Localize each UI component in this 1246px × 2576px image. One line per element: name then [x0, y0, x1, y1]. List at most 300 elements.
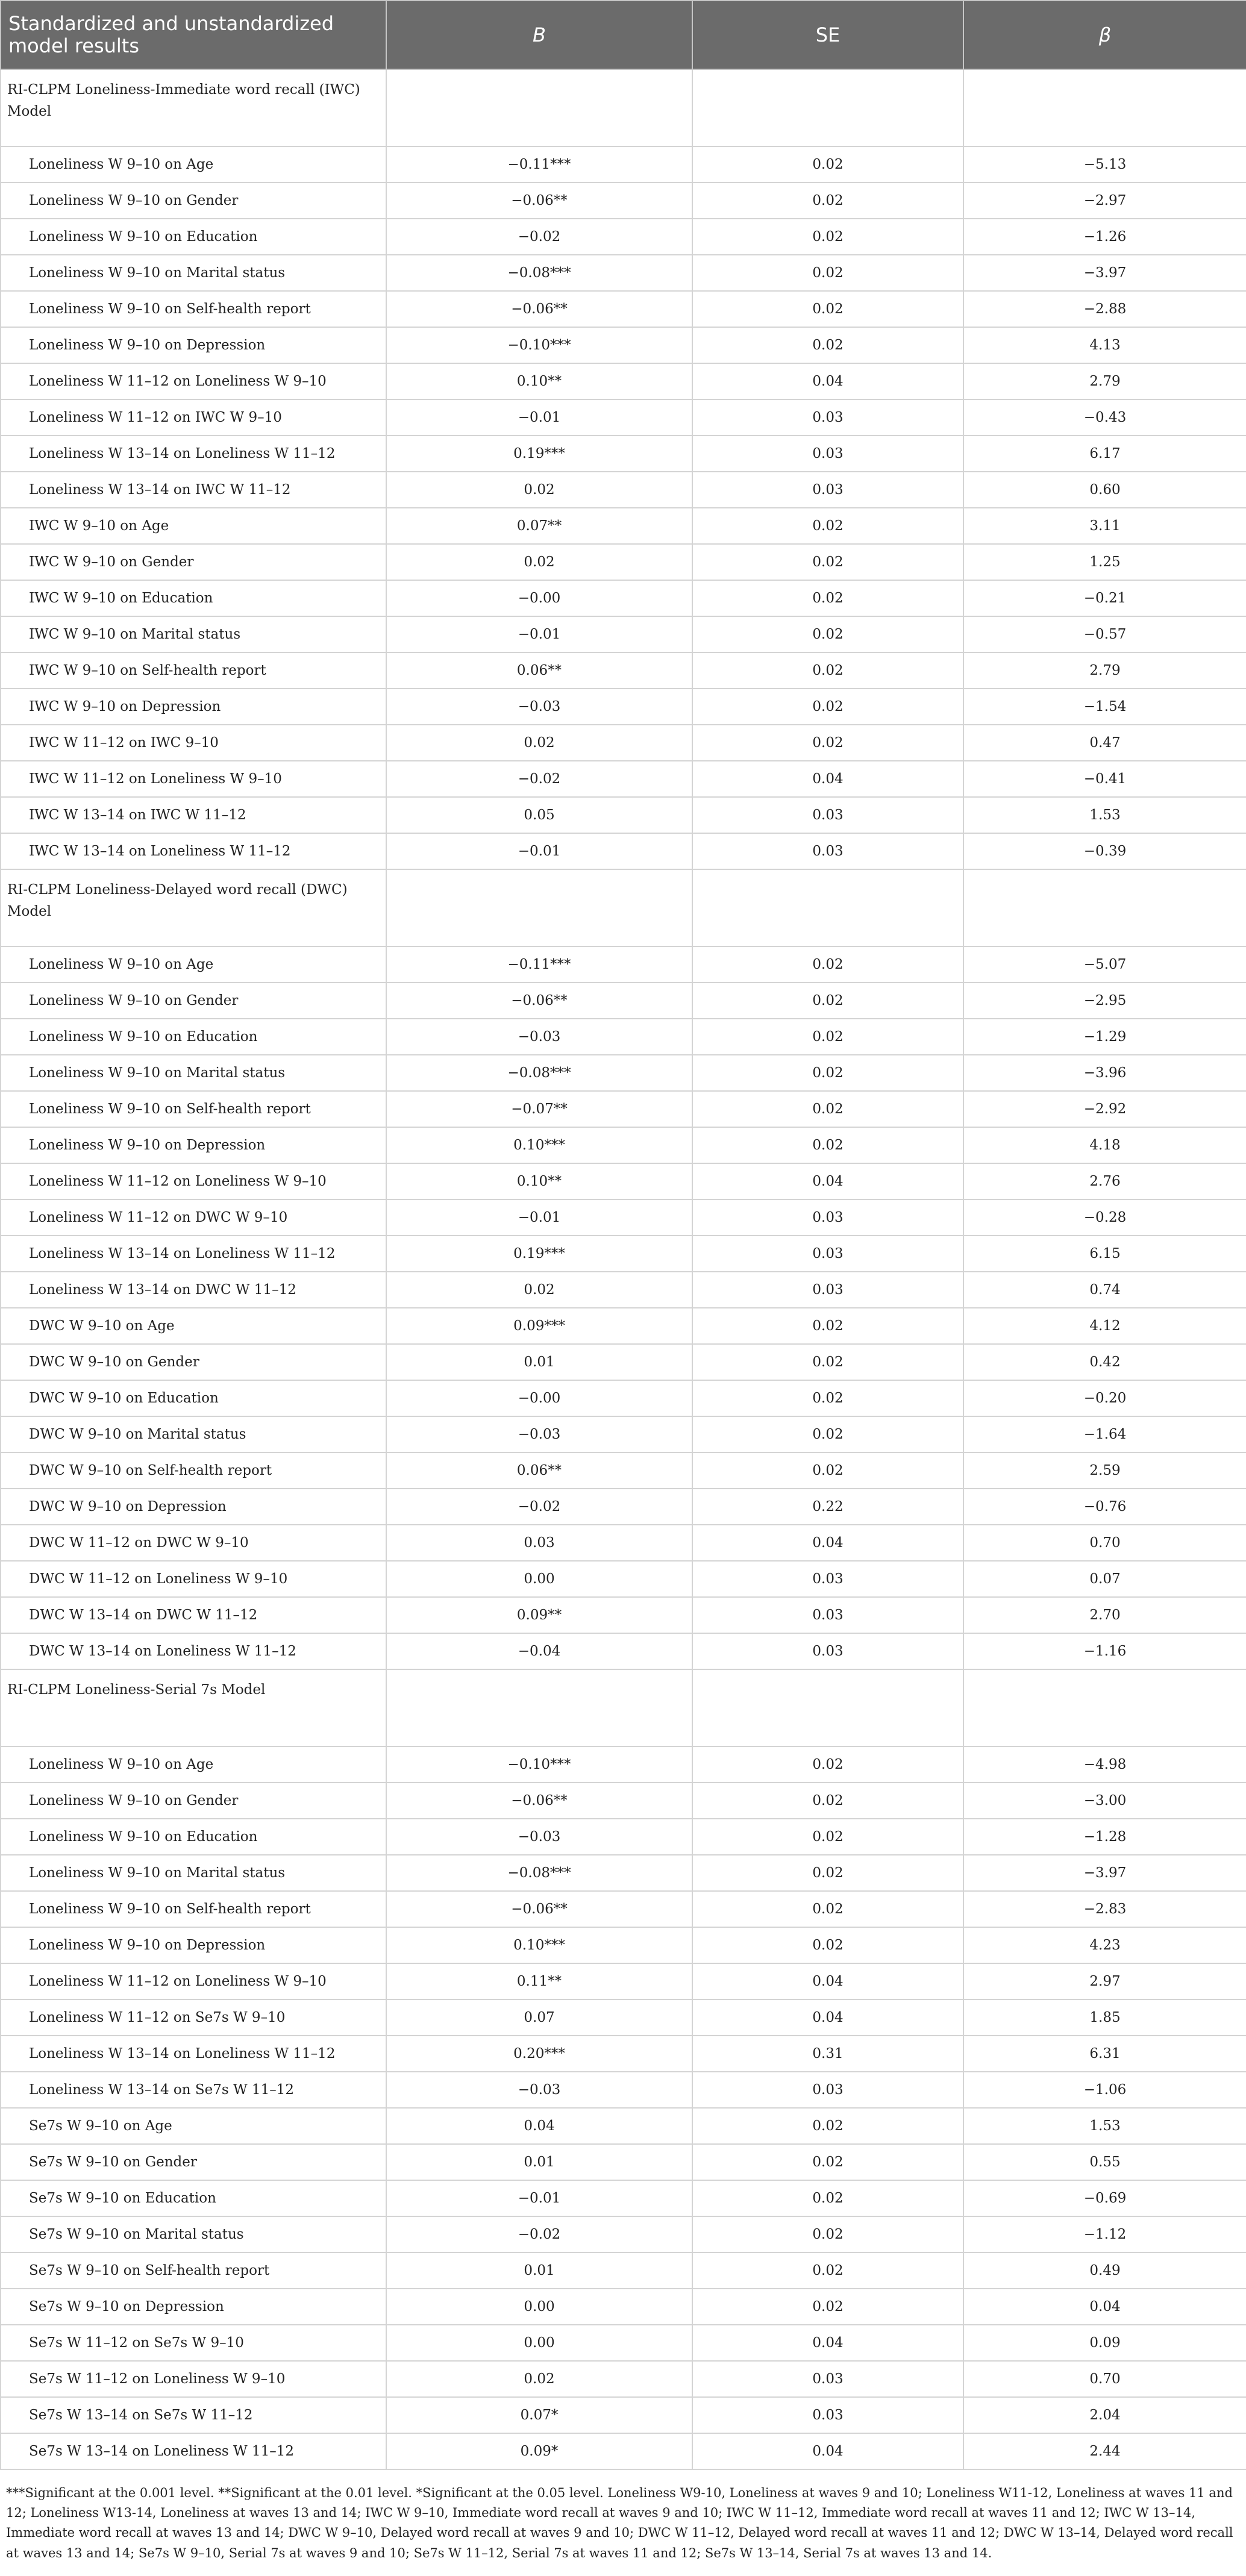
section-header-row	[1, 1669, 1246, 1746]
se-value: 0.02	[692, 508, 963, 544]
table-row	[1, 2325, 1246, 2361]
se-value: 0.02	[692, 1127, 963, 1163]
section-title: RI-CLPM Loneliness-Delayed word recall (DWC) Model	[1, 869, 386, 946]
table-row	[1, 1163, 1246, 1199]
row-label: Loneliness W 9–10 on Self-health report	[1, 1891, 386, 1927]
row-label: Loneliness W 13–14 on DWC W 11–12	[1, 1272, 386, 1308]
se-value: 0.02	[692, 1927, 963, 1963]
se-value: 0.02	[692, 1019, 963, 1055]
row-label: Loneliness W 11–12 on Loneliness W 9–10	[1, 1163, 386, 1199]
row-label: Loneliness W 9–10 on Age	[1, 146, 386, 183]
table-row	[1, 399, 1246, 436]
b-value: −0.01	[386, 616, 692, 652]
se-value: 0.02	[692, 2144, 963, 2180]
b-value: −0.11***	[386, 946, 692, 983]
b-value: −0.03	[386, 2072, 692, 2108]
beta-value: −0.39	[963, 833, 1246, 869]
beta-value: 2.79	[963, 363, 1246, 399]
table-row	[1, 1489, 1246, 1525]
beta-value: −1.16	[963, 1633, 1246, 1669]
beta-value: −2.88	[963, 291, 1246, 327]
row-label: DWC W 9–10 on Marital status	[1, 1416, 386, 1452]
row-label: IWC W 9–10 on Marital status	[1, 616, 386, 652]
empty-cell	[386, 69, 692, 146]
b-value: 0.00	[386, 2325, 692, 2361]
table-row	[1, 1236, 1246, 1272]
se-value: 0.03	[692, 1199, 963, 1236]
b-value: 0.02	[386, 2361, 692, 2397]
se-value: 0.04	[692, 1963, 963, 1999]
row-label: Se7s W 9–10 on Marital status	[1, 2216, 386, 2252]
beta-value: −4.98	[963, 1746, 1246, 1783]
row-label: Se7s W 9–10 on Self-health report	[1, 2252, 386, 2289]
row-label: Loneliness W 9–10 on Depression	[1, 327, 386, 363]
row-label: IWC W 11–12 on Loneliness W 9–10	[1, 761, 386, 797]
b-value: 0.00	[386, 2289, 692, 2325]
row-label: DWC W 9–10 on Age	[1, 1308, 386, 1344]
beta-value: −5.13	[963, 146, 1246, 183]
row-label: Loneliness W 9–10 on Gender	[1, 183, 386, 219]
row-label: Loneliness W 9–10 on Marital status	[1, 255, 386, 291]
beta-value: −0.21	[963, 580, 1246, 616]
row-label: DWC W 11–12 on Loneliness W 9–10	[1, 1561, 386, 1597]
b-value: 0.06**	[386, 1452, 692, 1489]
table-header	[1, 1, 1246, 69]
beta-value: 0.04	[963, 2289, 1246, 2325]
b-value: −0.01	[386, 399, 692, 436]
row-label: DWC W 9–10 on Self-health report	[1, 1452, 386, 1489]
row-label: Loneliness W 9–10 on Self-health report	[1, 291, 386, 327]
header-b: B	[386, 1, 692, 69]
se-value: 0.02	[692, 1344, 963, 1380]
se-value: 0.02	[692, 616, 963, 652]
b-value: −0.11***	[386, 146, 692, 183]
se-value: 0.02	[692, 689, 963, 725]
table-row	[1, 1783, 1246, 1819]
b-value: −0.06**	[386, 983, 692, 1019]
beta-value: −0.28	[963, 1199, 1246, 1236]
b-value: 0.19***	[386, 1236, 692, 1272]
table-row	[1, 580, 1246, 616]
b-value: −0.03	[386, 1019, 692, 1055]
row-label: Loneliness W 9–10 on Gender	[1, 1783, 386, 1819]
beta-value: −3.96	[963, 1055, 1246, 1091]
table-row	[1, 1272, 1246, 1308]
table-row	[1, 761, 1246, 797]
b-value: 0.10***	[386, 1927, 692, 1963]
row-label: IWC W 9–10 on Depression	[1, 689, 386, 725]
row-label: Se7s W 9–10 on Age	[1, 2108, 386, 2144]
se-value: 0.02	[692, 1091, 963, 1127]
beta-value: −1.64	[963, 1416, 1246, 1452]
beta-value: 1.25	[963, 544, 1246, 580]
row-label: Loneliness W 9–10 on Education	[1, 1819, 386, 1855]
row-label: Loneliness W 13–14 on IWC W 11–12	[1, 472, 386, 508]
beta-value: 6.17	[963, 436, 1246, 472]
table-row	[1, 2216, 1246, 2252]
beta-value: −0.69	[963, 2180, 1246, 2216]
se-value: 0.03	[692, 472, 963, 508]
empty-cell	[386, 869, 692, 946]
se-value: 0.02	[692, 580, 963, 616]
b-value: 0.11**	[386, 1963, 692, 1999]
beta-value: −0.20	[963, 1380, 1246, 1416]
row-label: Loneliness W 13–14 on Loneliness W 11–12	[1, 1236, 386, 1272]
table-row	[1, 1746, 1246, 1783]
empty-cell	[963, 69, 1246, 146]
b-value: 0.01	[386, 2144, 692, 2180]
se-value: 0.02	[692, 291, 963, 327]
table-body	[1, 69, 1246, 2469]
beta-value: −0.43	[963, 399, 1246, 436]
table-row	[1, 2252, 1246, 2289]
table-row	[1, 2144, 1246, 2180]
b-value: −0.06**	[386, 183, 692, 219]
se-value: 0.02	[692, 1783, 963, 1819]
row-label: Se7s W 9–10 on Education	[1, 2180, 386, 2216]
se-value: 0.02	[692, 146, 963, 183]
b-value: −0.02	[386, 1489, 692, 1525]
b-value: 0.02	[386, 472, 692, 508]
beta-value: −2.92	[963, 1091, 1246, 1127]
se-value: 0.02	[692, 183, 963, 219]
table-row	[1, 797, 1246, 833]
beta-value: 2.79	[963, 652, 1246, 689]
se-value: 0.03	[692, 1597, 963, 1633]
row-label: Loneliness W 9–10 on Self-health report	[1, 1091, 386, 1127]
header-row	[1, 1, 1246, 69]
se-value: 0.02	[692, 1746, 963, 1783]
row-label: Loneliness W 13–14 on Loneliness W 11–12	[1, 2036, 386, 2072]
beta-value: 2.04	[963, 2397, 1246, 2433]
se-value: 0.04	[692, 2325, 963, 2361]
table-row	[1, 1633, 1246, 1669]
row-label: DWC W 9–10 on Depression	[1, 1489, 386, 1525]
empty-cell	[963, 869, 1246, 946]
table-row	[1, 255, 1246, 291]
table-row	[1, 2108, 1246, 2144]
row-label: IWC W 9–10 on Gender	[1, 544, 386, 580]
table-row	[1, 327, 1246, 363]
b-value: −0.00	[386, 1380, 692, 1416]
row-label: DWC W 13–14 on Loneliness W 11–12	[1, 1633, 386, 1669]
se-value: 0.03	[692, 2397, 963, 2433]
beta-value: 0.70	[963, 2361, 1246, 2397]
se-value: 0.03	[692, 2072, 963, 2108]
beta-value: −0.76	[963, 1489, 1246, 1525]
beta-value: −5.07	[963, 946, 1246, 983]
table-row	[1, 689, 1246, 725]
beta-value: 0.70	[963, 1525, 1246, 1561]
beta-value: 2.97	[963, 1963, 1246, 1999]
se-value: 0.03	[692, 797, 963, 833]
b-value: 0.00	[386, 1561, 692, 1597]
se-value: 0.02	[692, 1416, 963, 1452]
se-value: 0.02	[692, 946, 963, 983]
se-value: 0.31	[692, 2036, 963, 2072]
b-value: −0.02	[386, 2216, 692, 2252]
se-value: 0.02	[692, 1380, 963, 1416]
beta-value: 0.47	[963, 725, 1246, 761]
row-label: Loneliness W 13–14 on Loneliness W 11–12	[1, 436, 386, 472]
b-value: −0.06**	[386, 291, 692, 327]
row-label: DWC W 11–12 on DWC W 9–10	[1, 1525, 386, 1561]
header-model-results: Standardized and unstandardized model results	[1, 1, 386, 69]
table-row	[1, 544, 1246, 580]
table-row	[1, 1597, 1246, 1633]
beta-value: 2.59	[963, 1452, 1246, 1489]
b-value: −0.08***	[386, 1055, 692, 1091]
b-value: −0.04	[386, 1633, 692, 1669]
b-value: −0.06**	[386, 1783, 692, 1819]
se-value: 0.03	[692, 1561, 963, 1597]
table-row	[1, 2072, 1246, 2108]
row-label: IWC W 13–14 on IWC W 11–12	[1, 797, 386, 833]
table-row	[1, 1561, 1246, 1597]
table-row	[1, 436, 1246, 472]
b-value: −0.02	[386, 219, 692, 255]
row-label: IWC W 13–14 on Loneliness W 11–12	[1, 833, 386, 869]
beta-value: 0.42	[963, 1344, 1246, 1380]
table-row	[1, 1380, 1246, 1416]
b-value: 0.10**	[386, 363, 692, 399]
row-label: IWC W 9–10 on Education	[1, 580, 386, 616]
table-row	[1, 1927, 1246, 1963]
b-value: 0.05	[386, 797, 692, 833]
row-label: Loneliness W 9–10 on Education	[1, 219, 386, 255]
se-value: 0.02	[692, 1055, 963, 1091]
se-value: 0.03	[692, 399, 963, 436]
table-row	[1, 1891, 1246, 1927]
se-value: 0.02	[692, 652, 963, 689]
beta-value: −1.29	[963, 1019, 1246, 1055]
table-row	[1, 2180, 1246, 2216]
b-value: 0.06**	[386, 652, 692, 689]
beta-value: 0.49	[963, 2252, 1246, 2289]
b-value: 0.02	[386, 544, 692, 580]
b-value: −0.01	[386, 833, 692, 869]
row-label: DWC W 9–10 on Education	[1, 1380, 386, 1416]
row-label: DWC W 13–14 on DWC W 11–12	[1, 1597, 386, 1633]
empty-cell	[692, 69, 963, 146]
row-label: Se7s W 11–12 on Se7s W 9–10	[1, 2325, 386, 2361]
table-row	[1, 1819, 1246, 1855]
beta-value: −1.06	[963, 2072, 1246, 2108]
row-label: Se7s W 9–10 on Gender	[1, 2144, 386, 2180]
se-value: 0.04	[692, 1525, 963, 1561]
se-value: 0.02	[692, 983, 963, 1019]
beta-value: 0.55	[963, 2144, 1246, 2180]
se-value: 0.02	[692, 327, 963, 363]
se-value: 0.02	[692, 255, 963, 291]
row-label: Loneliness W 9–10 on Age	[1, 946, 386, 983]
beta-value: −3.00	[963, 1783, 1246, 1819]
beta-value: −0.41	[963, 761, 1246, 797]
beta-value: 2.76	[963, 1163, 1246, 1199]
table-row	[1, 2361, 1246, 2397]
row-label: Loneliness W 11–12 on Loneliness W 9–10	[1, 1963, 386, 1999]
row-label: Se7s W 9–10 on Depression	[1, 2289, 386, 2325]
beta-value: 4.18	[963, 1127, 1246, 1163]
empty-cell	[692, 1669, 963, 1746]
empty-cell	[963, 1669, 1246, 1746]
b-value: 0.03	[386, 1525, 692, 1561]
table-row	[1, 2036, 1246, 2072]
beta-value: 0.74	[963, 1272, 1246, 1308]
row-label: Loneliness W 11–12 on DWC W 9–10	[1, 1199, 386, 1236]
se-value: 0.04	[692, 1163, 963, 1199]
row-label: IWC W 9–10 on Self-health report	[1, 652, 386, 689]
b-value: −0.08***	[386, 255, 692, 291]
header-se: SE	[692, 1, 963, 69]
table-row	[1, 1127, 1246, 1163]
b-value: −0.00	[386, 580, 692, 616]
header-beta: β	[963, 1, 1246, 69]
table-row	[1, 2433, 1246, 2469]
table-row	[1, 616, 1246, 652]
table-row	[1, 472, 1246, 508]
beta-value: 4.13	[963, 327, 1246, 363]
beta-value: 2.70	[963, 1597, 1246, 1633]
b-value: −0.07**	[386, 1091, 692, 1127]
table-row	[1, 2397, 1246, 2433]
table-row	[1, 1416, 1246, 1452]
row-label: Loneliness W 11–12 on IWC W 9–10	[1, 399, 386, 436]
b-value: 0.07**	[386, 508, 692, 544]
se-value: 0.02	[692, 1855, 963, 1891]
beta-value: 1.53	[963, 797, 1246, 833]
table-row	[1, 833, 1246, 869]
empty-cell	[692, 869, 963, 946]
row-label: Loneliness W 9–10 on Depression	[1, 1927, 386, 1963]
table-row	[1, 183, 1246, 219]
row-label: Loneliness W 9–10 on Marital status	[1, 1055, 386, 1091]
row-label: Se7s W 13–14 on Se7s W 11–12	[1, 2397, 386, 2433]
table-row	[1, 1452, 1246, 1489]
beta-value: −1.54	[963, 689, 1246, 725]
b-value: −0.01	[386, 1199, 692, 1236]
b-value: 0.10**	[386, 1163, 692, 1199]
beta-value: 0.09	[963, 2325, 1246, 2361]
beta-value: 6.31	[963, 2036, 1246, 2072]
b-value: 0.01	[386, 2252, 692, 2289]
se-value: 0.02	[692, 1891, 963, 1927]
se-value: 0.04	[692, 761, 963, 797]
se-value: 0.02	[692, 2216, 963, 2252]
beta-value: −1.12	[963, 2216, 1246, 2252]
se-value: 0.03	[692, 436, 963, 472]
table-row	[1, 1091, 1246, 1127]
table-row	[1, 1308, 1246, 1344]
beta-value: −1.26	[963, 219, 1246, 255]
se-value: 0.03	[692, 1236, 963, 1272]
table-row	[1, 508, 1246, 544]
table-row	[1, 652, 1246, 689]
beta-value: 6.15	[963, 1236, 1246, 1272]
table-row	[1, 1963, 1246, 1999]
beta-value: 0.07	[963, 1561, 1246, 1597]
se-value: 0.02	[692, 2108, 963, 2144]
beta-value: −3.97	[963, 255, 1246, 291]
beta-value: 1.53	[963, 2108, 1246, 2144]
beta-value: 4.12	[963, 1308, 1246, 1344]
beta-value: −2.83	[963, 1891, 1246, 1927]
se-value: 0.02	[692, 2289, 963, 2325]
b-value: 0.09*	[386, 2433, 692, 2469]
beta-value: 3.11	[963, 508, 1246, 544]
se-value: 0.03	[692, 2361, 963, 2397]
table-row	[1, 1855, 1246, 1891]
beta-value: −2.95	[963, 983, 1246, 1019]
row-label: Loneliness W 13–14 on Se7s W 11–12	[1, 2072, 386, 2108]
b-value: 0.02	[386, 1272, 692, 1308]
beta-value: 4.23	[963, 1927, 1246, 1963]
beta-value: −3.97	[963, 1855, 1246, 1891]
table-row	[1, 291, 1246, 327]
b-value: −0.03	[386, 689, 692, 725]
b-value: 0.20***	[386, 2036, 692, 2072]
b-value: 0.01	[386, 1344, 692, 1380]
section-header-row	[1, 69, 1246, 146]
section-title: RI-CLPM Loneliness-Serial 7s Model	[1, 1669, 386, 1746]
beta-value: 0.60	[963, 472, 1246, 508]
table-row	[1, 1019, 1246, 1055]
se-value: 0.22	[692, 1489, 963, 1525]
row-label: Se7s W 11–12 on Loneliness W 9–10	[1, 2361, 386, 2397]
table-row	[1, 363, 1246, 399]
se-value: 0.02	[692, 1308, 963, 1344]
table-row	[1, 2289, 1246, 2325]
se-value: 0.03	[692, 1272, 963, 1308]
table-row	[1, 725, 1246, 761]
b-value: −0.06**	[386, 1891, 692, 1927]
b-value: −0.10***	[386, 1746, 692, 1783]
b-value: −0.10***	[386, 327, 692, 363]
b-value: 0.19***	[386, 436, 692, 472]
section-title: RI-CLPM Loneliness-Immediate word recall (IWC) Model	[1, 69, 386, 146]
se-value: 0.04	[692, 2433, 963, 2469]
row-label: Loneliness W 9–10 on Marital status	[1, 1855, 386, 1891]
row-label: IWC W 11–12 on IWC 9–10	[1, 725, 386, 761]
empty-cell	[386, 1669, 692, 1746]
b-value: −0.03	[386, 1819, 692, 1855]
row-label: IWC W 9–10 on Age	[1, 508, 386, 544]
table-row	[1, 1999, 1246, 2036]
table-row	[1, 946, 1246, 983]
table-row	[1, 983, 1246, 1019]
table-row	[1, 219, 1246, 255]
se-value: 0.02	[692, 725, 963, 761]
se-value: 0.02	[692, 1452, 963, 1489]
row-label: Loneliness W 9–10 on Depression	[1, 1127, 386, 1163]
se-value: 0.02	[692, 219, 963, 255]
row-label: Loneliness W 9–10 on Education	[1, 1019, 386, 1055]
row-label: DWC W 9–10 on Gender	[1, 1344, 386, 1380]
se-value: 0.02	[692, 2252, 963, 2289]
beta-value: 2.44	[963, 2433, 1246, 2469]
b-value: −0.03	[386, 1416, 692, 1452]
beta-value: −1.28	[963, 1819, 1246, 1855]
b-value: 0.07*	[386, 2397, 692, 2433]
section-header-row	[1, 869, 1246, 946]
b-value: −0.02	[386, 761, 692, 797]
row-label: Loneliness W 11–12 on Loneliness W 9–10	[1, 363, 386, 399]
row-label: Se7s W 13–14 on Loneliness W 11–12	[1, 2433, 386, 2469]
se-value: 0.02	[692, 544, 963, 580]
se-value: 0.03	[692, 1633, 963, 1669]
se-value: 0.02	[692, 2180, 963, 2216]
beta-value: 1.85	[963, 1999, 1246, 2036]
